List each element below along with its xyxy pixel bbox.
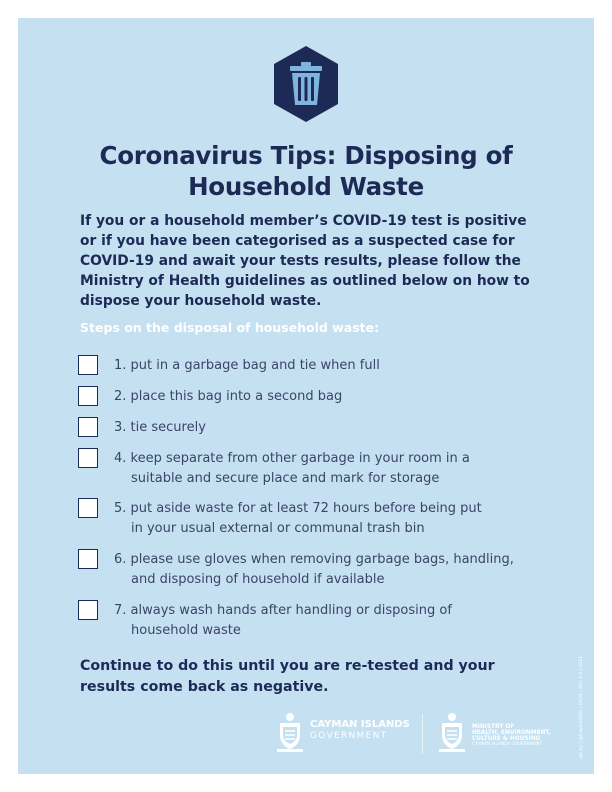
title-line-1: Coronavirus Tips: Disposing of xyxy=(99,141,513,170)
step-text-line: 2. place this bag into a second bag xyxy=(114,389,343,404)
ministry-name-line-3: CULTURE & HOUSING xyxy=(472,736,541,742)
trash-can-icon xyxy=(272,44,340,124)
page-title xyxy=(18,140,594,202)
step-text-line: 4. keep separate from other garbage in your room in a xyxy=(114,451,470,466)
step-checkbox[interactable] xyxy=(78,549,98,569)
closing-paragraph: Continue to do this until you are re-tested and your results come back as negative. xyxy=(80,658,495,695)
step-text-continuation: household waste xyxy=(131,623,241,638)
step-checkbox[interactable] xyxy=(78,355,98,375)
step-text-continuation: suitable and secure place and mark for storage xyxy=(131,471,440,486)
step-text-continuation: in your usual external or communal trash bin xyxy=(131,521,425,536)
ministry-name-line-1: MINISTRY OF xyxy=(472,724,515,730)
step-checkbox[interactable] xyxy=(78,448,98,468)
poster xyxy=(18,18,594,774)
gov-name-line-2: GOVERNMENT xyxy=(310,731,388,741)
coat-of-arms-icon xyxy=(274,711,306,753)
step-text-line: 6. please use gloves when removing garbage bags, handling, xyxy=(114,552,514,567)
ministry-name-line-4: CAYMAN ISLANDS GOVERNMENT xyxy=(472,742,543,747)
title-line-2: Household Waste xyxy=(188,172,424,201)
intro-paragraph: If you or a household member’s COVID-19 test is positive or if you have been categorised as a suspected case for COVID-19 and await your tests results, please follow the Ministry of Health guidelines as outlined below on how to dispose your household waste. xyxy=(80,213,530,309)
coat-of-arms-icon xyxy=(436,711,468,753)
step-text-line: 7. always wash hands after handling or disposing of xyxy=(114,603,452,618)
step-text-line: 1. put in a garbage bag and tie when full xyxy=(114,358,380,373)
step-checkbox[interactable] xyxy=(78,417,98,437)
step-text-continuation: and disposing of household if available xyxy=(131,572,385,587)
step-checkbox[interactable] xyxy=(78,600,98,620)
logo-divider xyxy=(422,714,423,754)
step-checkbox[interactable] xyxy=(78,386,98,406)
steps-heading: Steps on the disposal of household waste: xyxy=(80,320,380,335)
gov-name-line-1: CAYMAN ISLANDS xyxy=(310,719,410,730)
ministry-name-line-2: HEALTH, ENVIRONMENT, xyxy=(472,730,551,736)
step-text-line: 3. tie securely xyxy=(114,420,206,435)
side-print-code: gis.ky | @CaymanGIS | QR24 | Rev 1.0 | 2021 xyxy=(579,655,584,758)
step-checkbox[interactable] xyxy=(78,498,98,518)
step-text-line: 5. put aside waste for at least 72 hours before being put xyxy=(114,501,482,516)
